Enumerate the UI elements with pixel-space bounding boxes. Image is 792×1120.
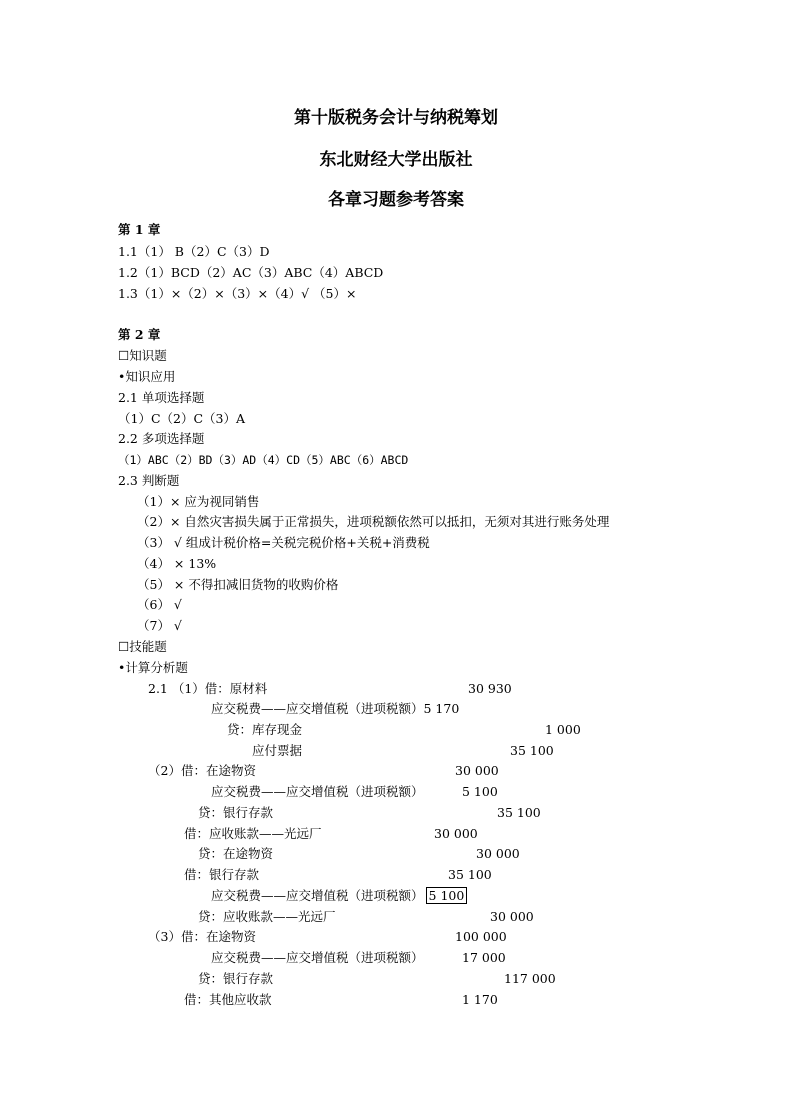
journal-entry-amount: 30 000 <box>476 846 520 861</box>
judgment-item: （2）× 自然灾害损失属于正常损失，进项税额依然可以抵扣，无须对其进行账务处理 <box>137 514 610 529</box>
journal-entry-amount: 35 100 <box>497 805 541 820</box>
journal-entry-amount: 30 000 <box>434 826 478 841</box>
journal-entry-amount: 30 000 <box>490 909 534 924</box>
judgment-item: （6） √ <box>137 597 182 612</box>
journal-entry-text: 贷：库存现金 <box>227 722 303 737</box>
journal-entry-text: 应交税费——应交增值税（进项税额）5 170 <box>211 701 460 716</box>
journal-entry-amount: 1 000 <box>545 722 581 737</box>
journal-entry-text: （2）借：在途物资 <box>148 763 256 778</box>
judgment-item: （3） √ 组成计税价格=关税完税价格+关税+消费税 <box>137 535 430 550</box>
journal-entry-text: 借：应收账款——光远厂 <box>184 826 322 841</box>
boxed-amount: 5 100 <box>426 887 468 904</box>
journal-entry-amount: 35 100 <box>510 743 554 758</box>
journal-entry-text: 2.1 （1）借：原材料 <box>148 681 268 696</box>
judgment-item: （5） × 不得扣减旧货物的收购价格 <box>137 577 339 592</box>
answers-title: 各章习题参考答案 <box>328 190 464 210</box>
journal-entry-text: 应交税费——应交增值税（进项税额） <box>211 888 424 903</box>
journal-entry-amount: 17 000 <box>462 950 506 965</box>
journal-entry-text: 贷：应收账款——光远厂 <box>198 909 336 924</box>
judgment-item: （1）× 应为视同销售 <box>137 494 260 509</box>
section-2-2-heading: 2.2 多项选择题 <box>118 431 205 446</box>
journal-entry-text <box>211 888 467 904</box>
journal-entry-amount: 30 930 <box>468 681 512 696</box>
chapter-2-heading: 第 2 章 <box>118 327 161 342</box>
journal-entry-text: 借：其他应收款 <box>184 992 272 1007</box>
section-2-3-heading: 2.3 判断题 <box>118 473 180 488</box>
journal-entry-amount: 5 100 <box>462 784 498 799</box>
ch1-answer-1-2: 1.2（1）BCD（2）AC（3）ABC（4）ABCD <box>118 265 384 280</box>
section-2-2-answer: （1）ABC（2）BD（3）AD（4）CD（5）ABC（6）ABCD <box>118 453 409 467</box>
section-2-1-answer: （1）C（2）C（3）A <box>118 411 246 426</box>
section-2-1-heading: 2.1 单项选择题 <box>118 390 205 405</box>
journal-entry-text: 贷：银行存款 <box>198 805 274 820</box>
judgment-item: （4） × 13% <box>137 556 217 571</box>
calc-analysis-heading: •计算分析题 <box>118 660 188 675</box>
journal-entry-text: 贷：在途物资 <box>198 846 274 861</box>
journal-entry-text: 借：银行存款 <box>184 867 260 882</box>
journal-entry-text: 贷：银行存款 <box>198 971 274 986</box>
journal-entry-amount: 30 000 <box>455 763 499 778</box>
judgment-item: （7） √ <box>137 618 182 633</box>
journal-entry-text: 应交税费——应交增值税（进项税额） <box>211 784 424 799</box>
publisher-title: 东北财经大学出版社 <box>319 150 473 170</box>
doc-title: 第十版税务会计与纳税筹划 <box>294 108 498 128</box>
skill-heading: ☐技能题 <box>118 639 167 654</box>
knowledge-apply-heading: •知识应用 <box>118 369 176 384</box>
journal-entry-amount: 117 000 <box>504 971 556 986</box>
journal-entry-text: （3）借：在途物资 <box>148 929 256 944</box>
journal-entry-text: 应交税费——应交增值税（进项税额） <box>211 950 424 965</box>
ch1-answer-1-3: 1.3（1）×（2）×（3）×（4）√ （5）× <box>118 286 357 301</box>
journal-entry-amount: 35 100 <box>448 867 492 882</box>
journal-entry-text: 应付票据 <box>252 743 303 758</box>
ch1-answer-1-1: 1.1（1） B（2）C（3）D <box>118 244 270 259</box>
chapter-1-heading: 第 1 章 <box>118 222 161 237</box>
knowledge-heading: ☐知识题 <box>118 348 167 363</box>
journal-entry-amount: 1 170 <box>462 992 498 1007</box>
journal-entry-amount: 100 000 <box>455 929 507 944</box>
